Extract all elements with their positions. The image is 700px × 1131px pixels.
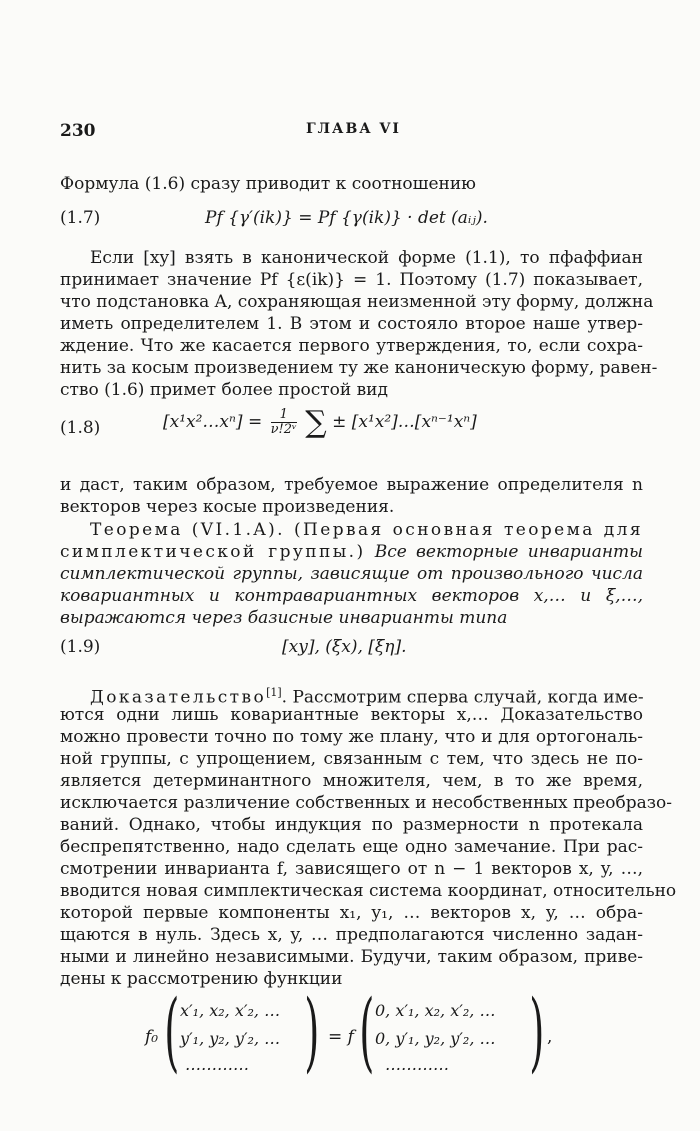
proof-line-13: ными и линейно независимыми. Будучи, таким образом, приве-	[60, 947, 643, 967]
proof-line-14: дены к рассмотрению функции	[60, 969, 343, 989]
theorem-label-cont: симплектической группы.)	[60, 542, 366, 562]
intro-line: Формула (1.6) сразу приводит к соотношению	[60, 174, 476, 194]
chapter-title: ГЛАВА VI	[306, 121, 401, 137]
right-paren-1: )	[304, 982, 320, 1082]
left-row-2: y′₁, y₂, y′₂, …	[180, 1029, 281, 1048]
para1-line-5: ждение. Что же касается первого утверждения, то, если сохра-	[60, 336, 643, 356]
proof-line-6: исключается различение собственных и несобственных преобразо-	[60, 793, 673, 813]
frac-denominator: ν!2ᵛ	[270, 422, 297, 437]
left-row-3: …………	[185, 1055, 249, 1074]
eq-1-9: [xy], (ξx), [ξη].	[282, 637, 407, 657]
proof-line-12: щаются в нуль. Здесь x, y, … предполагаются численно задан-	[60, 925, 643, 945]
frac-numerator: 1	[271, 408, 297, 423]
final-equation	[145, 982, 565, 1085]
proof-line-2: ются одни лишь ковариантные векторы x,… Доказательство	[60, 705, 643, 725]
proof-line-4: ной группы, с упрощением, связанным с тем, что здесь не по-	[60, 749, 643, 769]
eq-1-9-label: (1.9)	[60, 637, 101, 657]
para1-line-7: ство (1.6) примет более простой вид	[60, 380, 388, 400]
theorem-line-3: симплектической группы, зависящие от произвольного числа	[60, 564, 643, 584]
eq-1-8-fraction	[271, 408, 297, 437]
theorem-statement-start: Все векторные инварианты	[374, 542, 643, 562]
theorem-line-5: выражаются через базисные инварианты типа	[60, 608, 508, 628]
right-row-3: …………	[385, 1055, 449, 1074]
right-row-1: 0, x′₁, x₂, x′₂, …	[375, 1001, 496, 1020]
left-paren-1: (	[164, 982, 180, 1082]
theorem-line-2	[60, 542, 643, 562]
page-number: 230	[60, 121, 96, 141]
right-row-2: 0, y′₁, y₂, y′₂, …	[375, 1029, 496, 1048]
footnote-mark: [1]	[266, 686, 282, 699]
theorem-line-1: Теорема (VI.1.A). (Первая основная теорема для	[90, 520, 643, 540]
proof-line-3: можно провести точно по тому же плану, что и для ортогональ-	[60, 727, 643, 747]
eq-1-7: Pf {γ′(ik)} = Pf {γ(ik)} · det (aᵢⱼ).	[205, 208, 488, 228]
trailing-comma: ,	[547, 1027, 553, 1047]
left-paren-2: (	[359, 982, 375, 1082]
eq-1-8-lhs: [x¹x²…xⁿ] =	[163, 412, 263, 432]
right-paren-2: )	[529, 982, 545, 1082]
proof-line-8: беспрепятственно, надо сделать еще одно замечание. При рас-	[60, 837, 643, 857]
para1-line-2: принимает значение Pf {ε(ik)} = 1. Поэтому (1.7) показывает,	[60, 270, 643, 290]
proof-line-10: вводится новая симплектическая система координат, относительно	[60, 881, 677, 901]
proof-line-9: смотрении инварианта f, зависящего от n − 1 векторов x, y, …,	[60, 859, 643, 879]
proof-line-11: которой первые компоненты x₁, y₁, … векторов x, y, … обра-	[60, 903, 643, 923]
equals-f: = f	[328, 1027, 354, 1047]
lhs-function: f₀	[145, 1027, 159, 1047]
proof-line-1	[90, 683, 643, 708]
para1-line-6: нить за косым произведением ту же каноническую форму, равен-	[60, 358, 658, 378]
para2-line-2: векторов через косые произведения.	[60, 497, 395, 517]
para2-line-1: и даст, таким образом, требуемое выражение определителя n	[60, 475, 643, 495]
proof-first-rest: . Рассмотрим сперва случай, когда име-	[281, 687, 644, 708]
theorem-line-4: ковариантных и контравариантных векторов x,… и ξ,…,	[60, 586, 643, 606]
eq-1-8-label: (1.8)	[60, 418, 101, 438]
para1-line-4: иметь определителем 1. В этом и состояло второе наше утвер-	[60, 314, 643, 334]
proof-line-7: ваний. Однако, чтобы индукция по размерности n протекала	[60, 815, 643, 835]
para1-line-1: Если [xy] взять в канонической форме (1.1), то пфаффиан	[90, 248, 643, 268]
para1-line-3: что подстановка A, сохраняющая неизменной эту форму, должна	[60, 292, 654, 312]
proof-line-5: является детерминантного множителя, чем, в то же время,	[60, 771, 643, 791]
eq-1-8-rhs: ± [x¹x²]…[xⁿ⁻¹xⁿ]	[332, 412, 477, 432]
proof-heading: Доказательство	[90, 687, 267, 708]
eq-1-8	[163, 405, 477, 440]
eq-1-7-label: (1.7)	[60, 208, 101, 228]
left-row-1: x′₁, x₂, x′₂, …	[180, 1001, 281, 1020]
sum-symbol: ∑	[305, 405, 327, 440]
